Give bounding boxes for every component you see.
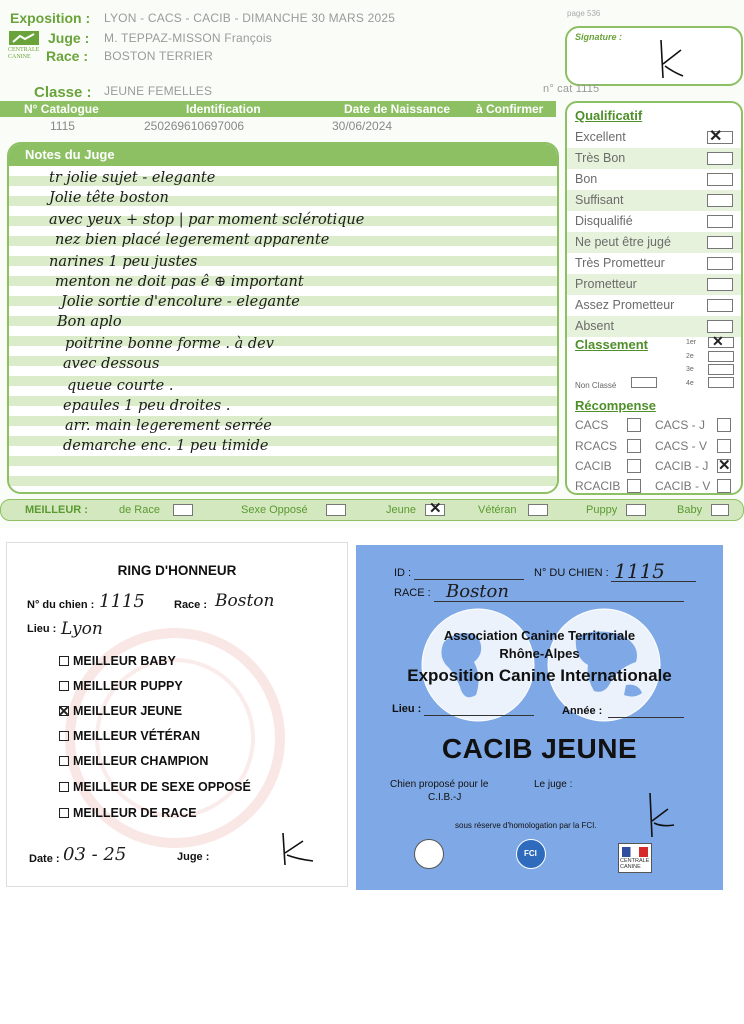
notes-handwriting: [9, 144, 557, 492]
cacib-id-label: ID :: [394, 567, 412, 579]
check-x-icon: ✕: [429, 500, 442, 517]
race-value: BOSTON TERRIER: [104, 49, 214, 63]
rec-checkbox-cacib-j[interactable]: [717, 459, 731, 473]
rec-label: RCACIB: [575, 479, 621, 493]
qual-row: [567, 295, 741, 316]
ring-option-label: MEILLEUR CHAMPION: [73, 754, 209, 768]
rec-label: CACIB - V: [655, 479, 711, 493]
ring-race-label: Race :: [174, 599, 208, 611]
meilleur-option-label: de Race: [119, 504, 160, 516]
rank-checkbox-1[interactable]: [708, 333, 734, 349]
qual-row: [567, 274, 741, 295]
meilleur-bar: [0, 499, 744, 521]
centrale-logo-line-2: CANINE: [620, 864, 641, 870]
meilleur-option-label: Baby: [677, 504, 703, 516]
ring-juge-signature-icon: [273, 829, 317, 869]
qual-row: [567, 211, 741, 232]
cacib-propose-label: Chien proposé pour le: [390, 779, 489, 790]
qual-label: Absent: [575, 319, 614, 333]
meilleur-checkbox[interactable]: [711, 504, 729, 516]
qual-label: Prometteur: [575, 277, 637, 291]
rec-label: RCACS: [575, 439, 618, 453]
ring-option-veteran[interactable]: [59, 729, 200, 743]
qual-row: [567, 169, 741, 190]
note-line: avec yeux + stop | par moment sclérotique: [49, 212, 365, 228]
note-line: arr. main legerement serrée: [65, 418, 272, 434]
qual-checkbox[interactable]: [707, 320, 733, 333]
qual-row-excellent: [567, 127, 741, 148]
qual-checkbox[interactable]: [707, 236, 733, 249]
ring-title: RING D'HONNEUR: [117, 563, 237, 578]
catalog-header: N° Catalogue: [24, 102, 99, 116]
cacib-juge-signature-icon: [638, 789, 678, 841]
cacib-annee-label: Année :: [562, 705, 603, 717]
rec-label: CACS - J: [655, 418, 706, 432]
rec-checkbox[interactable]: [627, 459, 641, 473]
identification-value: 250269610697006: [144, 119, 245, 133]
classement-title: Classement: [575, 337, 648, 352]
qual-row: [567, 232, 741, 253]
classe-value: JEUNE FEMELLES: [104, 84, 213, 98]
meilleur-option-label: Jeune: [386, 504, 416, 516]
identification-header: Identification: [186, 102, 261, 116]
ring-checkbox: [59, 681, 69, 691]
note-line: Bon aplo: [57, 314, 122, 330]
ring-checkbox: [59, 782, 69, 792]
note-line: menton ne doit pas ê ⊕ important: [55, 274, 304, 290]
ring-option-champion[interactable]: [59, 754, 208, 768]
ring-honneur-card: [6, 542, 348, 887]
check-x-icon: ✕: [709, 128, 723, 145]
cacib-chien-line: [611, 581, 696, 582]
birthdate-header: Date de Naissance: [344, 102, 451, 116]
cacib-expo-name: Exposition Canine Internationale: [407, 666, 672, 685]
ring-checkbox: [59, 808, 69, 818]
rec-checkbox[interactable]: [717, 479, 731, 493]
classe-label: Classe :: [34, 84, 92, 101]
cacib-race-value: Boston: [446, 581, 509, 602]
ring-option-label: MEILLEUR BABY: [73, 654, 176, 668]
ring-option-label: MEILLEUR DE RACE: [73, 806, 197, 820]
qual-label: Très Bon: [575, 151, 626, 165]
ring-option-label: MEILLEUR PUPPY: [73, 679, 183, 693]
qual-label: Suffisant: [575, 193, 624, 207]
meilleur-option-label: Puppy: [586, 504, 618, 516]
cacib-annee-line: [608, 717, 684, 718]
fci-logo-text: FCI: [524, 849, 537, 858]
cacib-reserve: sous réserve d'homologation par la FCI.: [455, 821, 597, 830]
ring-checkbox-checked: [58, 703, 70, 719]
note-line: demarche enc. 1 peu timide: [63, 438, 269, 454]
ring-date-label: Date :: [29, 853, 60, 865]
cacib-assoc-name: Association Canine Territoriale: [443, 628, 636, 643]
cacib-assoc-region: Rhône-Alpes: [499, 646, 580, 661]
logo-text: [8, 47, 39, 61]
rank-label: 1er: [686, 339, 697, 346]
rank-checkbox[interactable]: [708, 351, 734, 362]
meilleur-checkbox[interactable]: [173, 504, 193, 516]
qual-label: Ne peut être jugé: [575, 235, 671, 249]
qual-checkbox[interactable]: [707, 215, 733, 228]
notes-panel: [7, 142, 559, 494]
signature-label: Signature :: [575, 32, 623, 42]
check-x-icon: ✕: [718, 457, 731, 474]
cacib-juge-label: Le juge :: [534, 779, 573, 790]
notes-title: Notes du Juge: [25, 147, 115, 162]
recompense-title: Récompense: [575, 398, 656, 413]
rec-label: CACIB - J: [655, 459, 709, 473]
ring-chien-label: N° du chien :: [27, 599, 95, 611]
signature-box: [565, 26, 743, 86]
meilleur-checkbox[interactable]: [326, 504, 346, 516]
qual-label: Bon: [575, 172, 598, 186]
cacib-race-label: RACE :: [394, 587, 431, 599]
juge-value: M. TEPPAZ-MISSON François: [104, 31, 272, 45]
ring-date-value: 03 - 25: [63, 844, 127, 865]
ring-checkbox: [59, 756, 69, 766]
meilleur-checkbox[interactable]: [626, 504, 646, 516]
rec-label: CACIB: [575, 459, 612, 473]
cacib-race-line: [434, 601, 684, 602]
cacib-card: [356, 545, 723, 890]
centrale-logo-line-1: CENTRALE: [620, 858, 650, 864]
qual-checkbox[interactable]: [707, 257, 733, 270]
birthdate-value: 30/06/2024: [332, 119, 393, 133]
qual-label: Excellent: [575, 130, 626, 144]
note-line: Jolie tête boston: [49, 190, 169, 206]
ring-option-sexe-oppose[interactable]: [59, 780, 251, 794]
flag-stripe: [622, 847, 648, 857]
qualificatif-panel: [565, 101, 743, 495]
note-line: avec dessous: [63, 356, 160, 372]
qual-checkbox[interactable]: [707, 152, 733, 165]
meilleur-checkbox-jeune[interactable]: [425, 500, 445, 517]
meilleur-option-label: Sexe Opposé: [241, 504, 308, 516]
note-line: Jolie sortie d'encolure - elegante: [61, 294, 300, 310]
ring-option-label: MEILLEUR VÉTÉRAN: [73, 729, 201, 743]
centrale-logo-text: [620, 858, 649, 870]
ring-race-value: Boston: [215, 591, 275, 611]
note-line: tr jolie sujet - elegante: [49, 170, 216, 186]
cacib-chien-value: 1115: [614, 559, 665, 583]
meilleur-option-label: Vétéran: [478, 504, 517, 516]
ring-option-label: MEILLEUR DE SEXE OPPOSÉ: [73, 780, 251, 794]
qual-row: [567, 190, 741, 211]
rank-checkbox[interactable]: [708, 377, 734, 388]
exposition-value: LYON - CACS - CACIB - DIMANCHE 30 MARS 2025: [104, 11, 396, 25]
ring-juge-label: Juge :: [177, 851, 210, 863]
cacib-lieu-line: [424, 715, 534, 716]
note-line: nez bien placé legerement apparente: [55, 232, 330, 248]
juge-label: Juge :: [48, 30, 90, 46]
rec-checkbox[interactable]: [627, 439, 641, 453]
page-number: page 536: [567, 9, 601, 18]
rank-label: 3e: [686, 366, 694, 373]
note-line: poitrine bonne forme . à dev: [65, 336, 274, 352]
note-line: queue courte .: [67, 378, 174, 394]
qual-checkbox[interactable]: [707, 299, 733, 312]
qual-row: [567, 253, 741, 274]
meilleur-label: MEILLEUR :: [25, 504, 88, 516]
race-label: Race :: [46, 48, 89, 64]
check-x-icon: ✕: [712, 333, 724, 349]
rank-label: 2e: [686, 353, 694, 360]
non-classe-label: Non Classé: [575, 381, 617, 390]
cacib-propose-value: C.I.B.-J: [428, 792, 462, 803]
note-line: narines 1 peu justes: [49, 254, 198, 270]
rank-label: 4e: [686, 380, 694, 387]
rec-checkbox[interactable]: [717, 418, 731, 432]
catalog-value: 1115: [50, 119, 75, 133]
centrale-canine-logo-icon: [618, 843, 652, 873]
ring-checkbox: [59, 731, 69, 741]
qual-row: [567, 148, 741, 169]
rank-checkbox[interactable]: [708, 364, 734, 375]
cacib-lieu-label: Lieu :: [392, 703, 422, 715]
signature-mark-icon: [647, 36, 687, 82]
qualificatif-title: Qualificatif: [575, 108, 643, 123]
fci-logo-icon: [516, 839, 546, 869]
rec-checkbox[interactable]: [627, 418, 641, 432]
note-line: epaules 1 peu droites .: [63, 398, 231, 414]
ring-option-label: MEILLEUR JEUNE: [73, 704, 183, 718]
logo-text-line-1: CENTRALE: [8, 47, 40, 53]
n-cat: n° cat 1115: [543, 83, 600, 95]
qual-label: Disqualifié: [575, 214, 633, 228]
qual-label: Très Prometteur: [575, 256, 665, 270]
rec-label: CACS - V: [655, 439, 708, 453]
act-logo-icon: [414, 839, 444, 869]
check-x-icon: ✕: [58, 703, 70, 719]
confirm-header: à Confirmer: [476, 102, 544, 116]
cacib-chien-label: N° DU CHIEN :: [534, 567, 609, 579]
qual-checkbox[interactable]: [707, 278, 733, 291]
exposition-label: Exposition :: [10, 10, 91, 26]
ring-option-race[interactable]: [59, 806, 197, 820]
ring-option-jeune[interactable]: [59, 704, 182, 718]
ring-chien-value: 1115: [99, 591, 145, 612]
ring-lieu-label: Lieu :: [27, 623, 57, 635]
ring-option-puppy[interactable]: [59, 679, 183, 693]
rec-checkbox[interactable]: [717, 439, 731, 453]
catalog-header-row: [0, 101, 556, 117]
ring-lieu-value: Lyon: [61, 619, 103, 639]
ring-option-baby[interactable]: [59, 654, 176, 668]
meilleur-checkbox[interactable]: [528, 504, 548, 516]
qual-checkbox-excellent[interactable]: [707, 128, 733, 145]
qual-label: Assez Prometteur: [575, 298, 675, 312]
rec-label: CACS: [575, 418, 609, 432]
non-classe-checkbox[interactable]: [631, 377, 657, 388]
cacib-title: CACIB JEUNE: [441, 733, 638, 764]
qual-checkbox[interactable]: [707, 173, 733, 186]
logo-text-line-2: CANINE: [8, 54, 31, 60]
ring-checkbox: [59, 656, 69, 666]
qual-checkbox[interactable]: [707, 194, 733, 207]
rec-checkbox[interactable]: [627, 479, 641, 493]
cacib-id-line: [414, 579, 524, 580]
